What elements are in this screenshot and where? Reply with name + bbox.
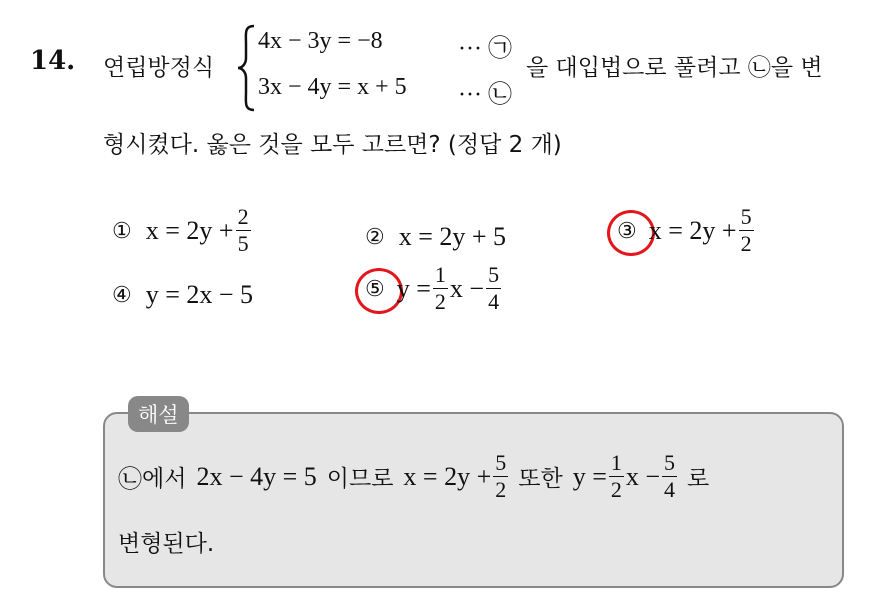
choice-2[interactable]: ② x = 2y + 5	[365, 222, 507, 251]
explanation-label: 해설	[128, 396, 189, 432]
system-brace	[236, 24, 256, 112]
explanation-line-2: 변형된다.	[118, 531, 215, 557]
question-number: 14.	[30, 46, 76, 76]
explanation-line-1: ㉡ 에서 2x − 4y = 5 이므로 x = 2y + $\frac{5}{2}$ 또한 y = $\frac{1}{2}$ x − $\frac{5}{4}$ 로	[118, 450, 710, 502]
question-suffix: 을 대입법으로 풀려고 ㉡을 변	[526, 55, 823, 81]
equation-1-marker: ··· ㉠	[458, 36, 512, 62]
equation-2: 3x − 4y = x + 5	[258, 74, 407, 100]
equation-1: 4x − 3y = −8	[258, 28, 383, 54]
question-line-2: 형시켰다. 옳은 것을 모두 고르면? (정답 2 개)	[103, 132, 562, 158]
choice-3[interactable]: ③ x = 2y + $\frac{5}{2}$	[617, 204, 752, 256]
question-prefix: 연립방정식	[103, 55, 215, 81]
choice-5[interactable]: ⑤ y = $\frac{1}{2}$ x − $\frac{5}{4}$	[365, 262, 500, 314]
choice-1[interactable]: ① x = 2y + $\frac{2}{5}$	[112, 204, 249, 256]
equation-2-marker: ··· ㉡	[458, 82, 512, 108]
choice-4[interactable]: ④ y = 2x − 5	[112, 280, 254, 309]
